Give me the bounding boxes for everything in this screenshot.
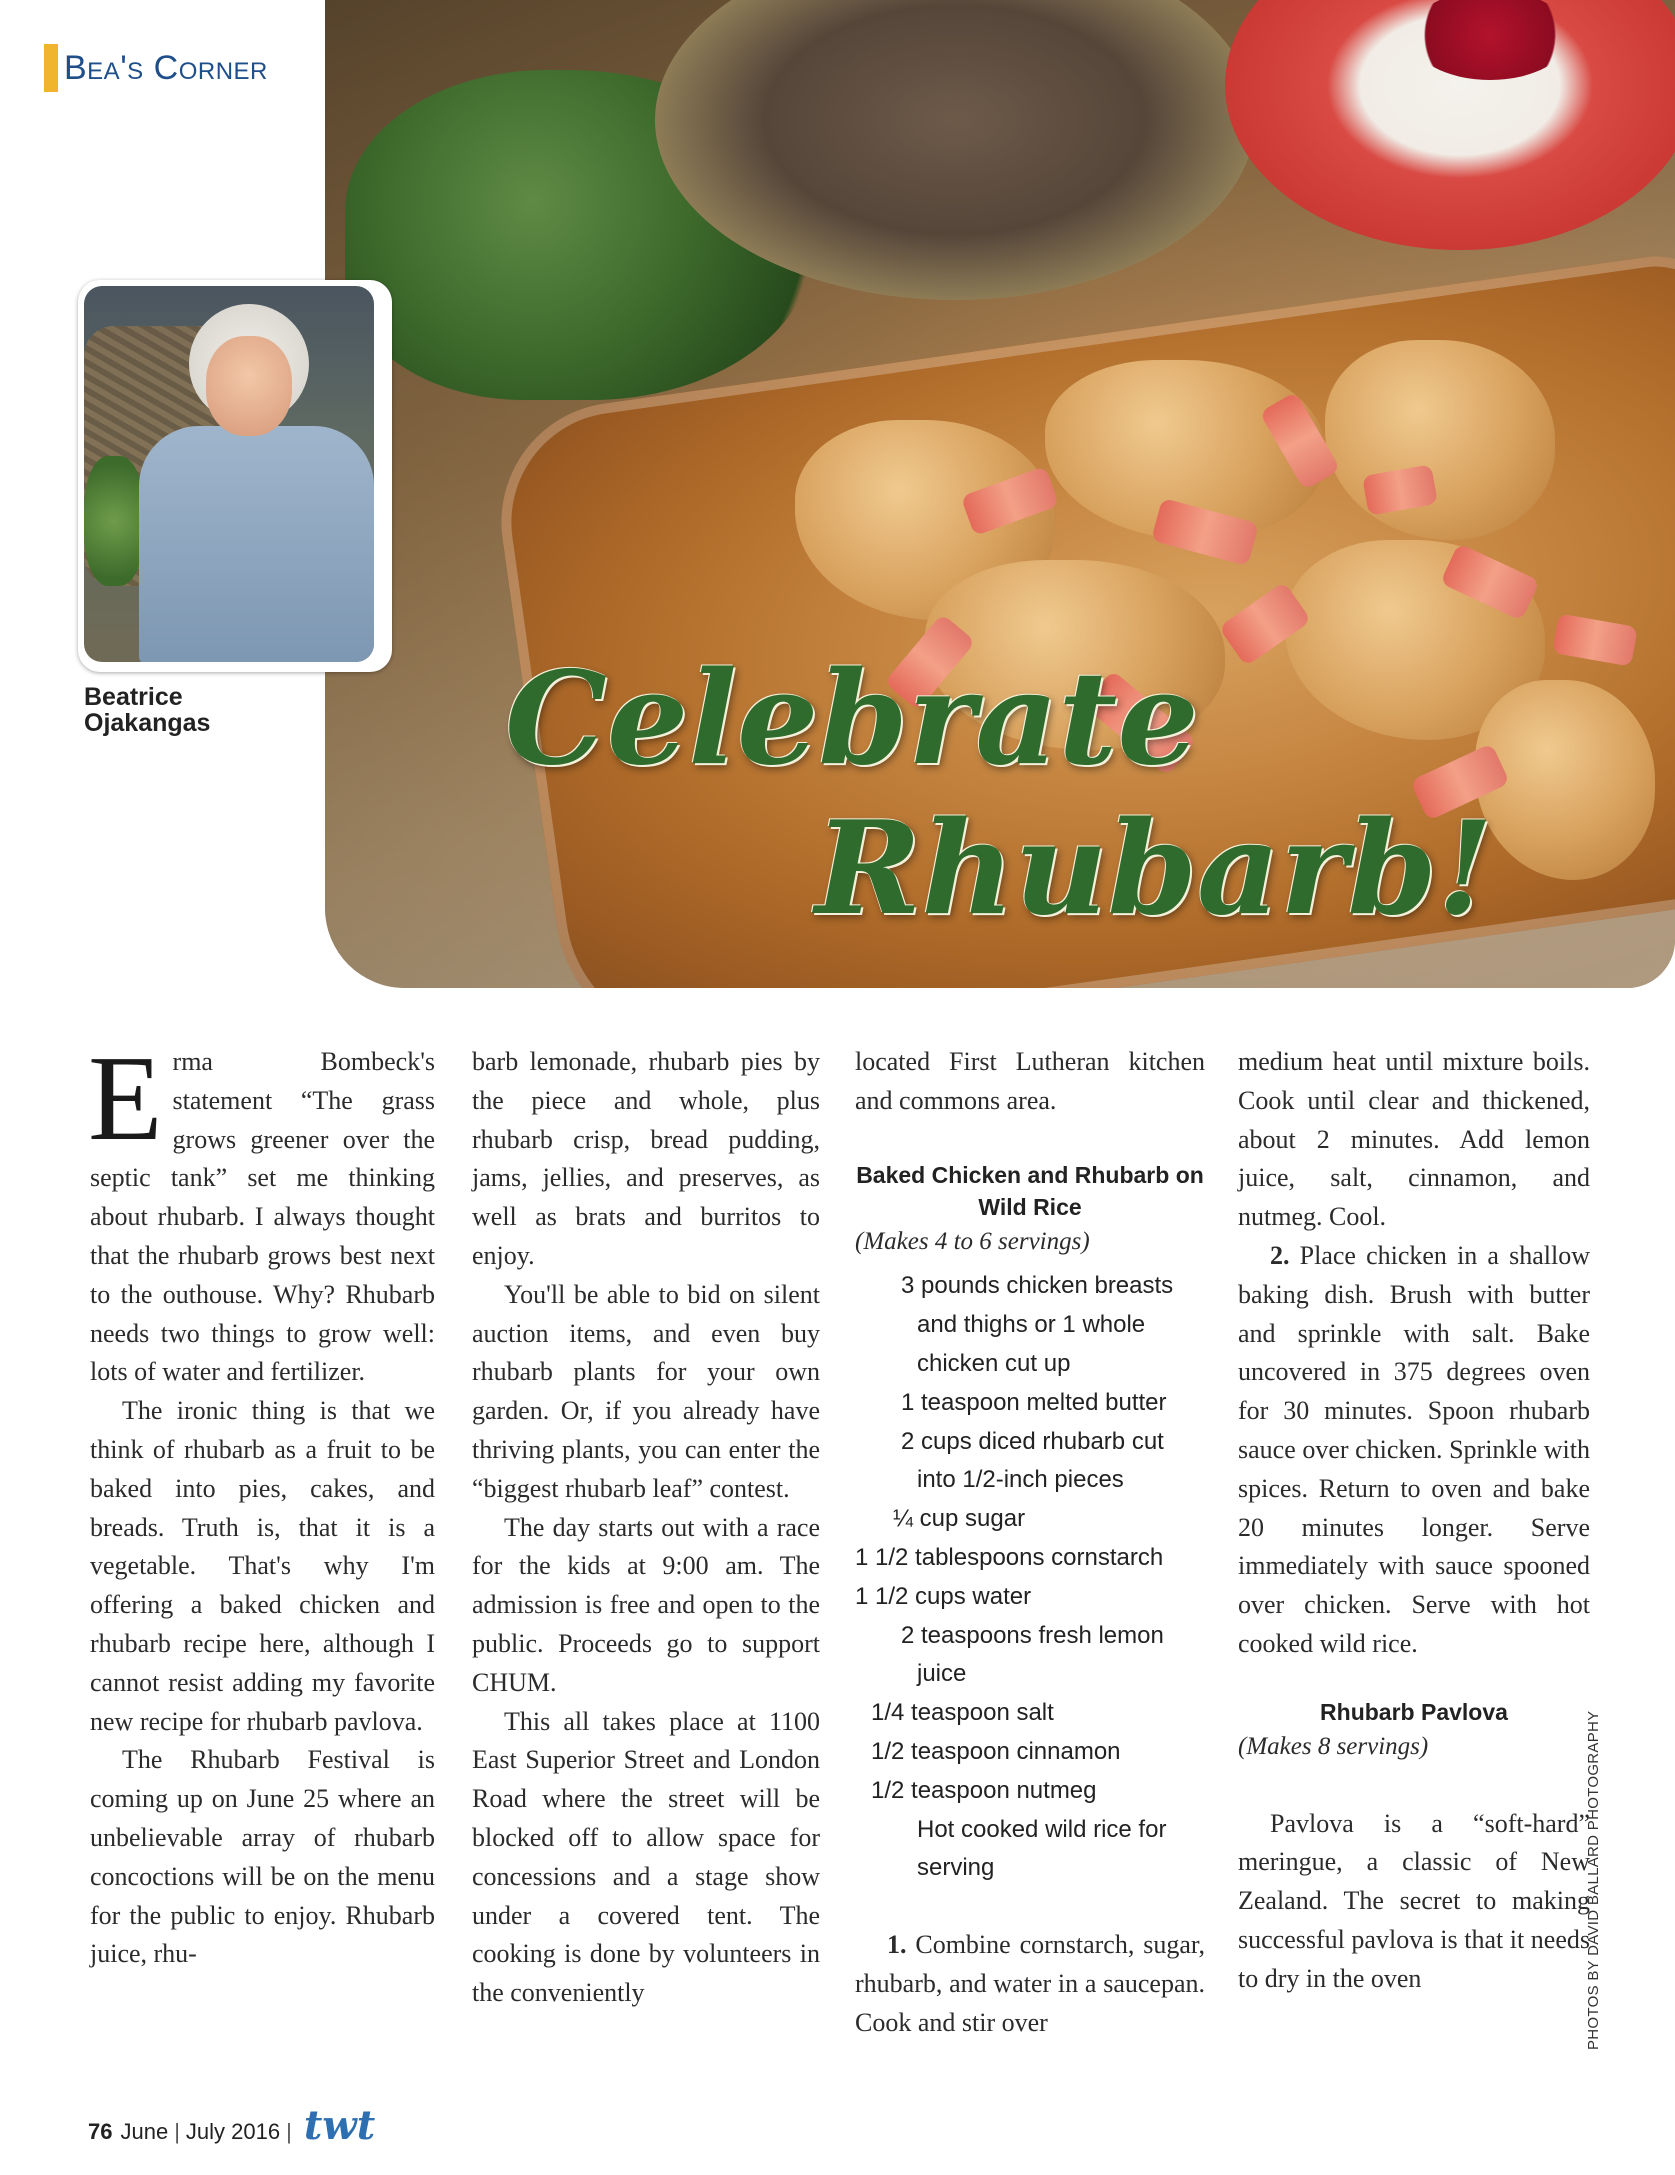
ingredient: 1/2 teaspoon nutmeg bbox=[871, 1776, 1097, 1804]
step-text: Place chicken in a shallow baking dish. Brush with butter and sprinkle with salt. Bake uncovered in 375 degrees oven for 30 minutes. Spoon rhubarb sauce over chicken. Sprinkle with spices. Return to oven and bake 20 minutes longer. Serve immediately with sauce spooned over chicken. Serve with hot cooked wild rice. bbox=[1238, 1240, 1590, 1658]
step-1 bbox=[855, 1926, 1205, 2042]
ingredient: ¼ cup sugar bbox=[893, 1505, 1026, 1533]
magazine-logo: twt bbox=[303, 2102, 376, 2149]
ingredient-list bbox=[855, 1267, 1205, 1888]
issue-date: July 2016 bbox=[185, 2119, 281, 2144]
separator: | bbox=[286, 2119, 292, 2144]
paragraph: The ironic thing is that we think of rhubarb as a fruit to be baked into pies, cakes, and breads. Truth is, that it is a vegetable. That's why I'm offering a baked chicken and rhubarb recipe here, although I cannot resist adding my favorite new recipe for rhubarb pavlova. bbox=[90, 1396, 435, 1736]
ingredient: 3 pounds chicken breasts and thighs or 1 whole chicken cut up bbox=[901, 1272, 1174, 1377]
step-text: Combine cornstarch, sugar, rhubarb, and water in a saucepan. Cook and stir over bbox=[855, 1930, 1205, 2037]
section-label: Bea's Corner bbox=[64, 48, 268, 87]
recipe-yield: (Makes 4 to 6 servings) bbox=[855, 1227, 1090, 1255]
author-photo bbox=[78, 280, 392, 672]
plant bbox=[84, 456, 144, 586]
paragraph: Pavlova is a “soft-hard” meringue, a classic of New Zealand. The secret to making successful pavlova is that it needs to dry in the oven bbox=[1238, 1808, 1590, 1993]
face bbox=[206, 336, 292, 436]
recipe-title: Baked Chicken and Rhubarb on Wild Rice bbox=[856, 1161, 1204, 1220]
page-footer bbox=[88, 2102, 375, 2149]
ingredient: 1/2 teaspoon cinnamon bbox=[871, 1737, 1121, 1765]
step-number: 2. bbox=[1270, 1240, 1290, 1270]
ingredient: 1 1/2 tablespoons cornstarch bbox=[855, 1543, 1164, 1571]
intro-paragraph bbox=[88, 1031, 435, 1392]
page-number: 76 bbox=[88, 2119, 113, 2144]
column-4 bbox=[1238, 1043, 1590, 1999]
paragraph: This all takes place at 1100 East Superior Street and London Road where the street will be blocked off to allow space for concessions and a stage show under a covered tent. The cooking is done by volunteers in the conveniently bbox=[472, 1706, 820, 2008]
author-first-name: Beatrice bbox=[84, 683, 183, 711]
section-accent-bar bbox=[44, 44, 58, 92]
author-name bbox=[84, 684, 210, 736]
author-last-name: Ojakangas bbox=[84, 709, 211, 737]
section-tag bbox=[44, 44, 268, 92]
denim-shirt bbox=[139, 426, 374, 662]
ingredient: 1 teaspoon melted butter bbox=[901, 1388, 1167, 1416]
ingredient: 1/4 teaspoon salt bbox=[871, 1699, 1054, 1727]
title-line-1: Celebrate bbox=[505, 644, 1199, 794]
ingredient: 1 1/2 cups water bbox=[855, 1582, 1032, 1610]
step-number: 1. bbox=[887, 1930, 907, 1960]
intro-text: rma Bombeck's statement “The grass grows greener over the septic tank” set me thinking about rhubarb. I always thought that the rhubarb grows best next to the outhouse. Why? Rhubarb needs two things to grow well: lots of water and fertilizer. bbox=[90, 1047, 435, 1387]
recipe-title: Rhubarb Pavlova bbox=[1320, 1698, 1508, 1725]
column-1 bbox=[88, 1031, 435, 1974]
title-line-2: Rhubarb! bbox=[815, 794, 1494, 944]
article-title bbox=[505, 644, 1555, 975]
paragraph: medium heat until mixture boils. Cook until clear and thickened, about 2 minutes. Add lemon juice, salt, cinnamon, and nutmeg. Cool. bbox=[1238, 1047, 1590, 1232]
recipe-yield: (Makes 8 servings) bbox=[1238, 1732, 1429, 1760]
issue-month: June bbox=[120, 2119, 169, 2144]
ingredient: 2 cups diced rhubarb cut into 1/2-inch pieces bbox=[901, 1427, 1164, 1494]
ingredient: 2 teaspoons fresh lemon juice bbox=[901, 1621, 1164, 1688]
author-portrait bbox=[84, 286, 374, 662]
paragraph: barb lemonade, rhubarb pies by the piece and whole, plus rhubarb crisp, bread pudding, jams, jellies, and preserves, as well as brats and burritos to enjoy. bbox=[472, 1047, 820, 1270]
column-3 bbox=[855, 1043, 1205, 2043]
column-2 bbox=[472, 1043, 820, 2013]
paragraph: located First Lutheran kitchen and commons area. bbox=[855, 1047, 1205, 1115]
separator: | bbox=[174, 2119, 180, 2144]
paragraph: The Rhubarb Festival is coming up on June 25 where an unbelievable array of rhubarb concoctions will be on the menu for the public to enjoy. Rhubarb juice, rhu- bbox=[90, 1745, 435, 1969]
photo-credit: PHOTOS BY DAVID BALLARD PHOTOGRAPHY bbox=[1585, 1710, 1602, 2050]
ingredient: Hot cooked wild rice for serving bbox=[917, 1815, 1167, 1882]
paragraph: You'll be able to bid on silent auction items, and even buy rhubarb plants for your own garden. Or, if you already have thriving plants, you can enter the “biggest rhubarb leaf” contest. bbox=[472, 1279, 820, 1503]
paragraph: The day starts out with a race for the kids at 9:00 am. The admission is free and open to the public. Proceeds go to support CHUM. bbox=[472, 1512, 820, 1697]
drop-cap: E bbox=[88, 1031, 163, 1166]
step-2 bbox=[1238, 1237, 1590, 1664]
